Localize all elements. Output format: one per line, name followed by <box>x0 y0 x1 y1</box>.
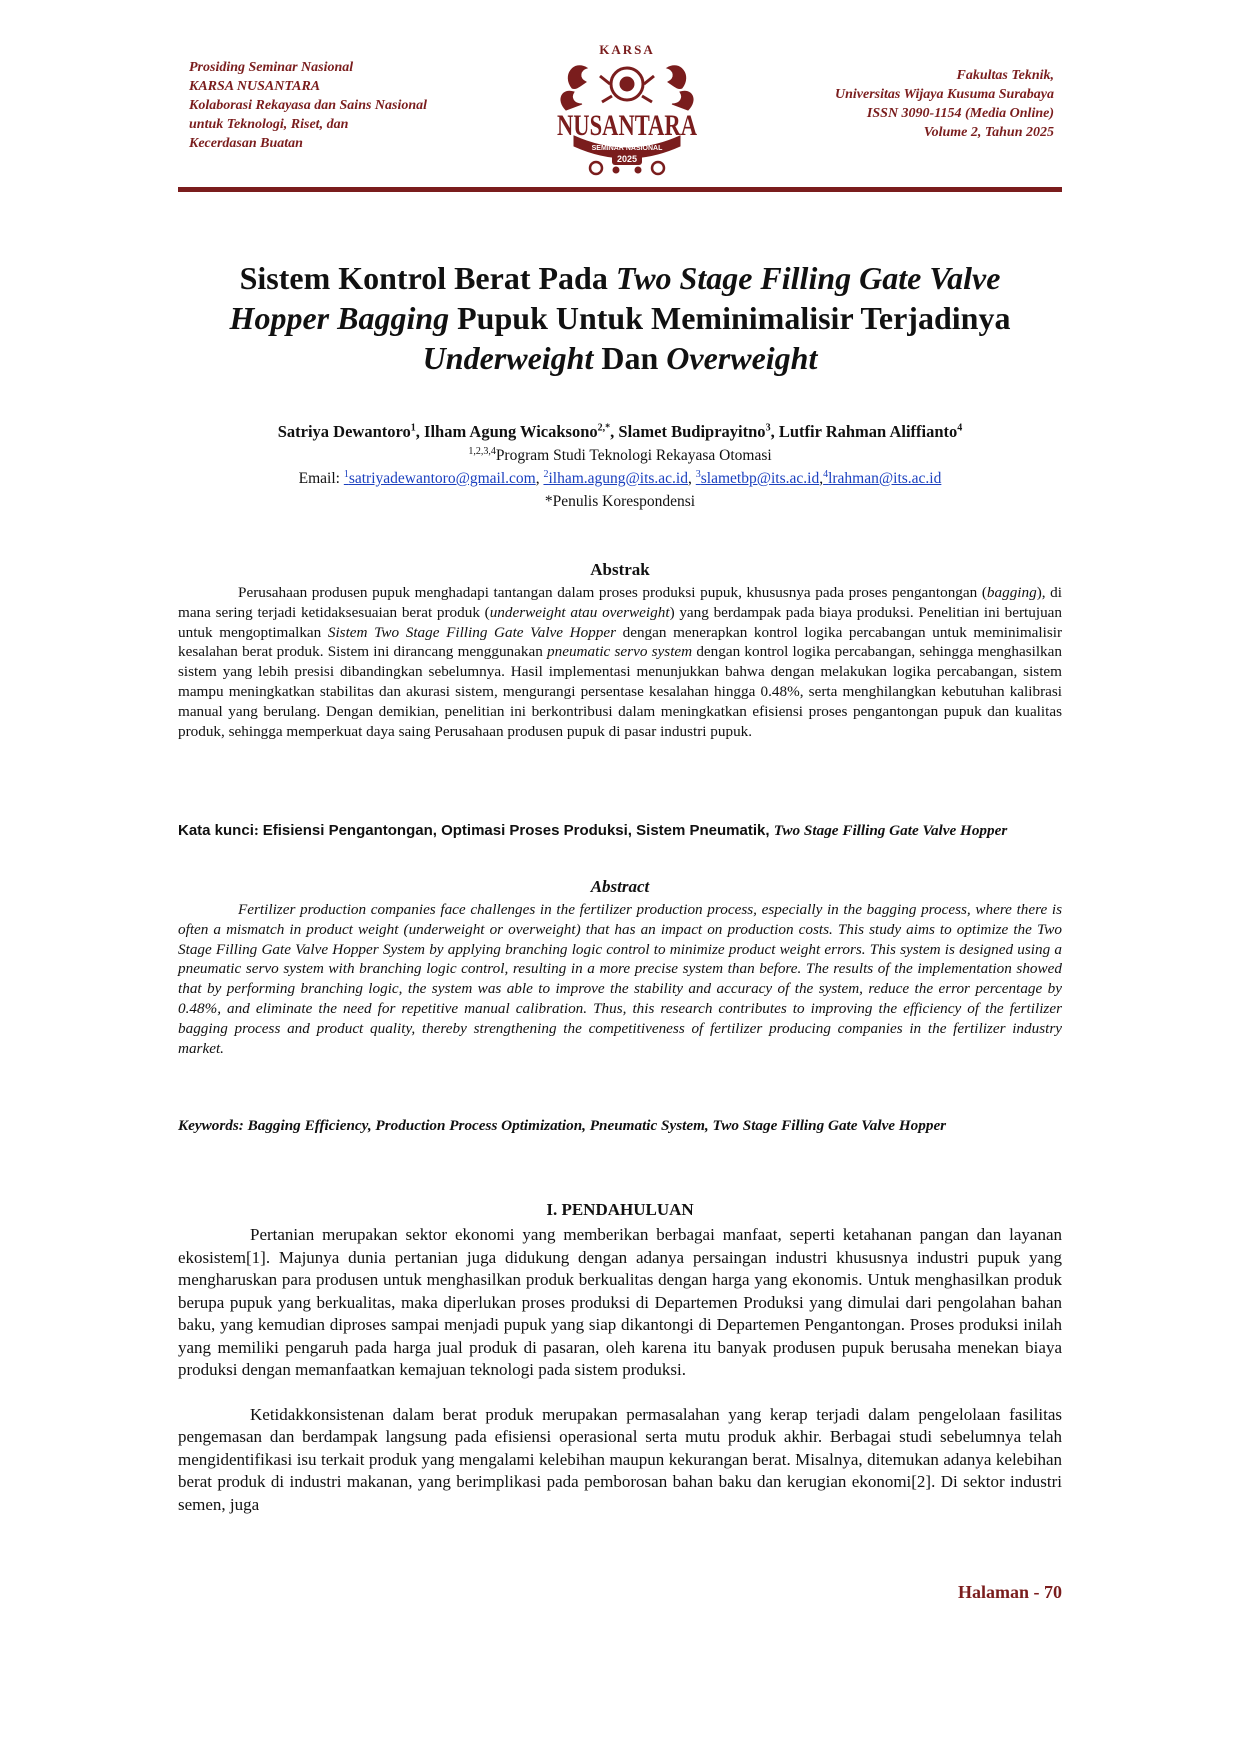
header-right-line: Fakultas Teknik, <box>956 68 1054 83</box>
logo-year: 2025 <box>616 154 638 164</box>
paper-title <box>178 258 1062 378</box>
author-name: , Slamet Budiprayitno <box>610 422 766 441</box>
title-part: Overweight <box>666 340 818 376</box>
author-name: , Ilham Agung Wicaksono <box>415 422 598 441</box>
section-heading: I. PENDAHULUAN <box>546 1200 694 1219</box>
keywords-colon: : <box>238 1117 248 1134</box>
header-left-info <box>189 58 489 153</box>
kata-kunci-label: Kata kunci <box>178 822 254 839</box>
kata-kunci-colon: : <box>253 822 263 839</box>
header-left-line: Prosiding Seminar Nasional <box>189 60 354 75</box>
keywords-label: Keywords <box>178 1117 239 1134</box>
email-address: satriyadewantoro@gmail.com <box>348 470 536 487</box>
kata-kunci <box>178 820 1062 841</box>
author-sup: 3 <box>765 422 771 434</box>
abstrak-paragraph <box>178 583 1062 741</box>
title-part: Two Stage Filling Gate Valve <box>615 260 1001 296</box>
section-body <box>178 1224 1062 1538</box>
title-part: Hopper Bagging <box>229 300 450 336</box>
email-separator: , <box>688 470 696 487</box>
abstract-heading: Abstract <box>590 877 650 896</box>
abstract-body <box>178 900 1062 1058</box>
page-number: Halaman - 70 <box>957 1582 1062 1602</box>
email-address: ilham.agung@its.ac.id <box>548 470 688 487</box>
affiliation-sup: 1,2,3,4 <box>468 445 496 457</box>
header-right-line: Volume 2, Tahun 2025 <box>923 125 1054 140</box>
title-part: Dan <box>593 340 667 376</box>
kata-kunci-text: Efisiensi Pengantongan, Optimasi Proses Produksi, Sistem Pneumatik, <box>262 822 774 839</box>
author-name: , Lutfir Rahman Aliffianto <box>770 422 958 441</box>
email-link-2[interactable] <box>543 470 688 487</box>
abstrak-heading: Abstrak <box>590 560 650 579</box>
text-run: ), di mana sering terjadi ketidaksesuaian berat produk ( <box>178 584 1062 621</box>
logo-top-text: KARSA <box>599 42 655 57</box>
author-sup: 2,* <box>597 422 611 434</box>
header-right-line: ISSN 3090-1154 (Media Online) <box>866 106 1054 121</box>
body-paragraph: Pertanian merupakan sektor ekonomi yang memberikan berbagai manfaat, seperti ketahanan pangan dan layanan ekosistem[1]. Majunya dunia pertanian juga didukung dengan adanya persaingan industri khususnya industri pupuk yang mengharuskan para produsen untuk menghasilkan produk berkualitas dengan harga yang ekonomis. Untuk menghasilkan produk berupa pupuk yang berkualitas, maka diperlukan proses produksi di Departemen Produksi yang dimulai dari pengolahan bahan baku, yang kemudian diproses sampai menjadi pupuk yang siap dikantongi di Departemen Pengantongan. Proses produksi inilah yang memiliki pengaruh pada harga jual produk di pasaran, oleh karena itu banyak produsen pupuk berusaha menekan biaya produksi dengan memanfaatkan kemajuan teknologi pada sistem produksi. <box>178 1225 1062 1379</box>
email-address: lrahman@its.ac.id <box>828 470 942 487</box>
title-part: Pupuk Untuk Meminimalisir Terjadinya <box>449 300 1011 336</box>
header-right-line: Universitas Wijaya Kusuma Surabaya <box>835 87 1054 102</box>
title-part: Underweight <box>422 340 594 376</box>
email-address: slametbp@its.ac.id <box>700 470 820 487</box>
email-sup: 4 <box>823 468 829 480</box>
author-sup: 1 <box>410 422 416 434</box>
email-label: Email: <box>298 470 344 487</box>
karsa-nusantara-logo <box>552 40 702 180</box>
email-line <box>178 470 1062 488</box>
header-left-line: Kolaborasi Rekayasa dan Sains Nasional <box>189 98 428 113</box>
author-name: Satriya Dewantoro <box>277 422 411 441</box>
email-link-1[interactable] <box>344 470 536 487</box>
logo-ribbon-text: SEMINAR NASIONAL <box>591 145 663 152</box>
abstract-paragraph: Fertilizer production companies face challenges in the fertilizer production process, especially in the bagging process, where there is often a mismatch in product weight (underweight or overweight) that has an impact on production costs. This study aims to optimize the Two Stage Filling Gate Valve Hopper System by applying branching logic control to minimize product weight errors. This system is designed using a pneumatic servo system with branching logic control, resulting in a more precise system than before. The results of the implementation showed that by performing branching logic, the system was able to improve the stability and accuracy of the system, reduce the error percentage by 0.48%, and eliminate the need for repetitive manual calibration. Thus, this research contributes to improving the efficiency of the fertilizer bagging process and product quality, thereby strengthening the competitiveness of fertilizer producing companies in the fertilizer industry market. <box>178 901 1062 1057</box>
header-right-info <box>754 66 1054 142</box>
text-run-italic: pneumatic servo system <box>547 643 693 661</box>
author-sup: 4 <box>957 422 963 434</box>
email-sup: 3 <box>695 468 701 480</box>
affiliation-text: Program Studi Teknologi Rekayasa Otomasi <box>495 447 772 464</box>
text-run: ) yang berdampak pada biaya produksi. Penelitian ini bertujuan untuk mengoptimalkan <box>178 603 1062 641</box>
title-part: Sistem Kontrol Berat Pada <box>239 260 616 296</box>
text-run-italic: underweight atau overweight <box>489 603 670 621</box>
text-run: dengan kontrol logika percabangan, sehingga menghasilkan sistem yang lebih presisi dibandingkan sebelumnya. Hasil implementasi menunjukkan bahwa dengan melakukan logika percabangan, sistem mampu meningkatkan stabilitas dan akurasi sistem, mengurangi persentase kesalahan hingga 0.48%, serta menghilangkan kebutuhan kalibrasi manual yang berulang. Dengan demikian, penelitian ini berkontribusi dalam meningkatkan efisiensi proses pengantongan pupuk dan kualitas produk, sehingga memperkuat daya saing Perusahaan produsen pupuk di pasar industri pupuk. <box>178 643 1062 740</box>
email-link-3[interactable] <box>696 470 819 487</box>
author-list <box>178 422 1062 442</box>
corresponding-note: *Penulis Korespondensi <box>544 493 696 510</box>
header-left-line: untuk Teknologi, Riset, dan <box>189 117 349 132</box>
kata-kunci-italic: Two Stage Filling Gate Valve Hopper <box>773 822 1008 839</box>
header-divider <box>178 187 1062 192</box>
email-separator: , <box>535 470 544 487</box>
keywords-text: Bagging Efficiency, Production Process Optimization, Pneumatic System, Two Stage Filling Gate Valve Hopper <box>247 1117 947 1134</box>
email-sup: 2 <box>543 468 549 480</box>
text-run-italic: Sistem Two Stage Filling Gate Valve Hopper <box>327 623 617 641</box>
email-separator: , <box>819 470 824 487</box>
header-left-line: KARSA NUSANTARA <box>189 79 321 94</box>
affiliation <box>178 447 1062 465</box>
text-run: dengan menerapkan kontrol logika percabangan untuk meminimalisir kesalahan berat produk. Sistem ini dirancang menggunakan <box>178 623 1063 661</box>
email-sup: 1 <box>343 468 349 480</box>
abstrak-body <box>178 583 1062 741</box>
header-left-line: Kecerdasan Buatan <box>189 136 303 151</box>
keywords <box>178 1115 1062 1136</box>
text-run: Perusahaan produsen pupuk menghadapi tantangan dalam proses produksi pupuk, khususnya pada proses pengantongan ( <box>238 584 987 601</box>
text-run-italic: bagging <box>986 584 1037 601</box>
body-paragraph: Ketidakkonsistenan dalam berat produk merupakan permasalahan yang kerap terjadi dalam pengelolaan fasilitas pengemasan dan berdampak langsung pada efisiensi operasional serta mutu produk akhir. Berbagai studi sebelumnya telah mengidentifikasi isu terkait produk yang mengalami kelebihan maupun kekurangan berat. Misalnya, ditemukan adanya kelebihan berat produk di industri makanan, yang berimplikasi pada pemborosan bahan baku dan kerugian ekonomi[2]. Di sektor industri semen, juga <box>178 1404 1062 1514</box>
email-link-4[interactable] <box>823 470 941 487</box>
logo-main-text: NUSANTARA <box>557 109 698 142</box>
